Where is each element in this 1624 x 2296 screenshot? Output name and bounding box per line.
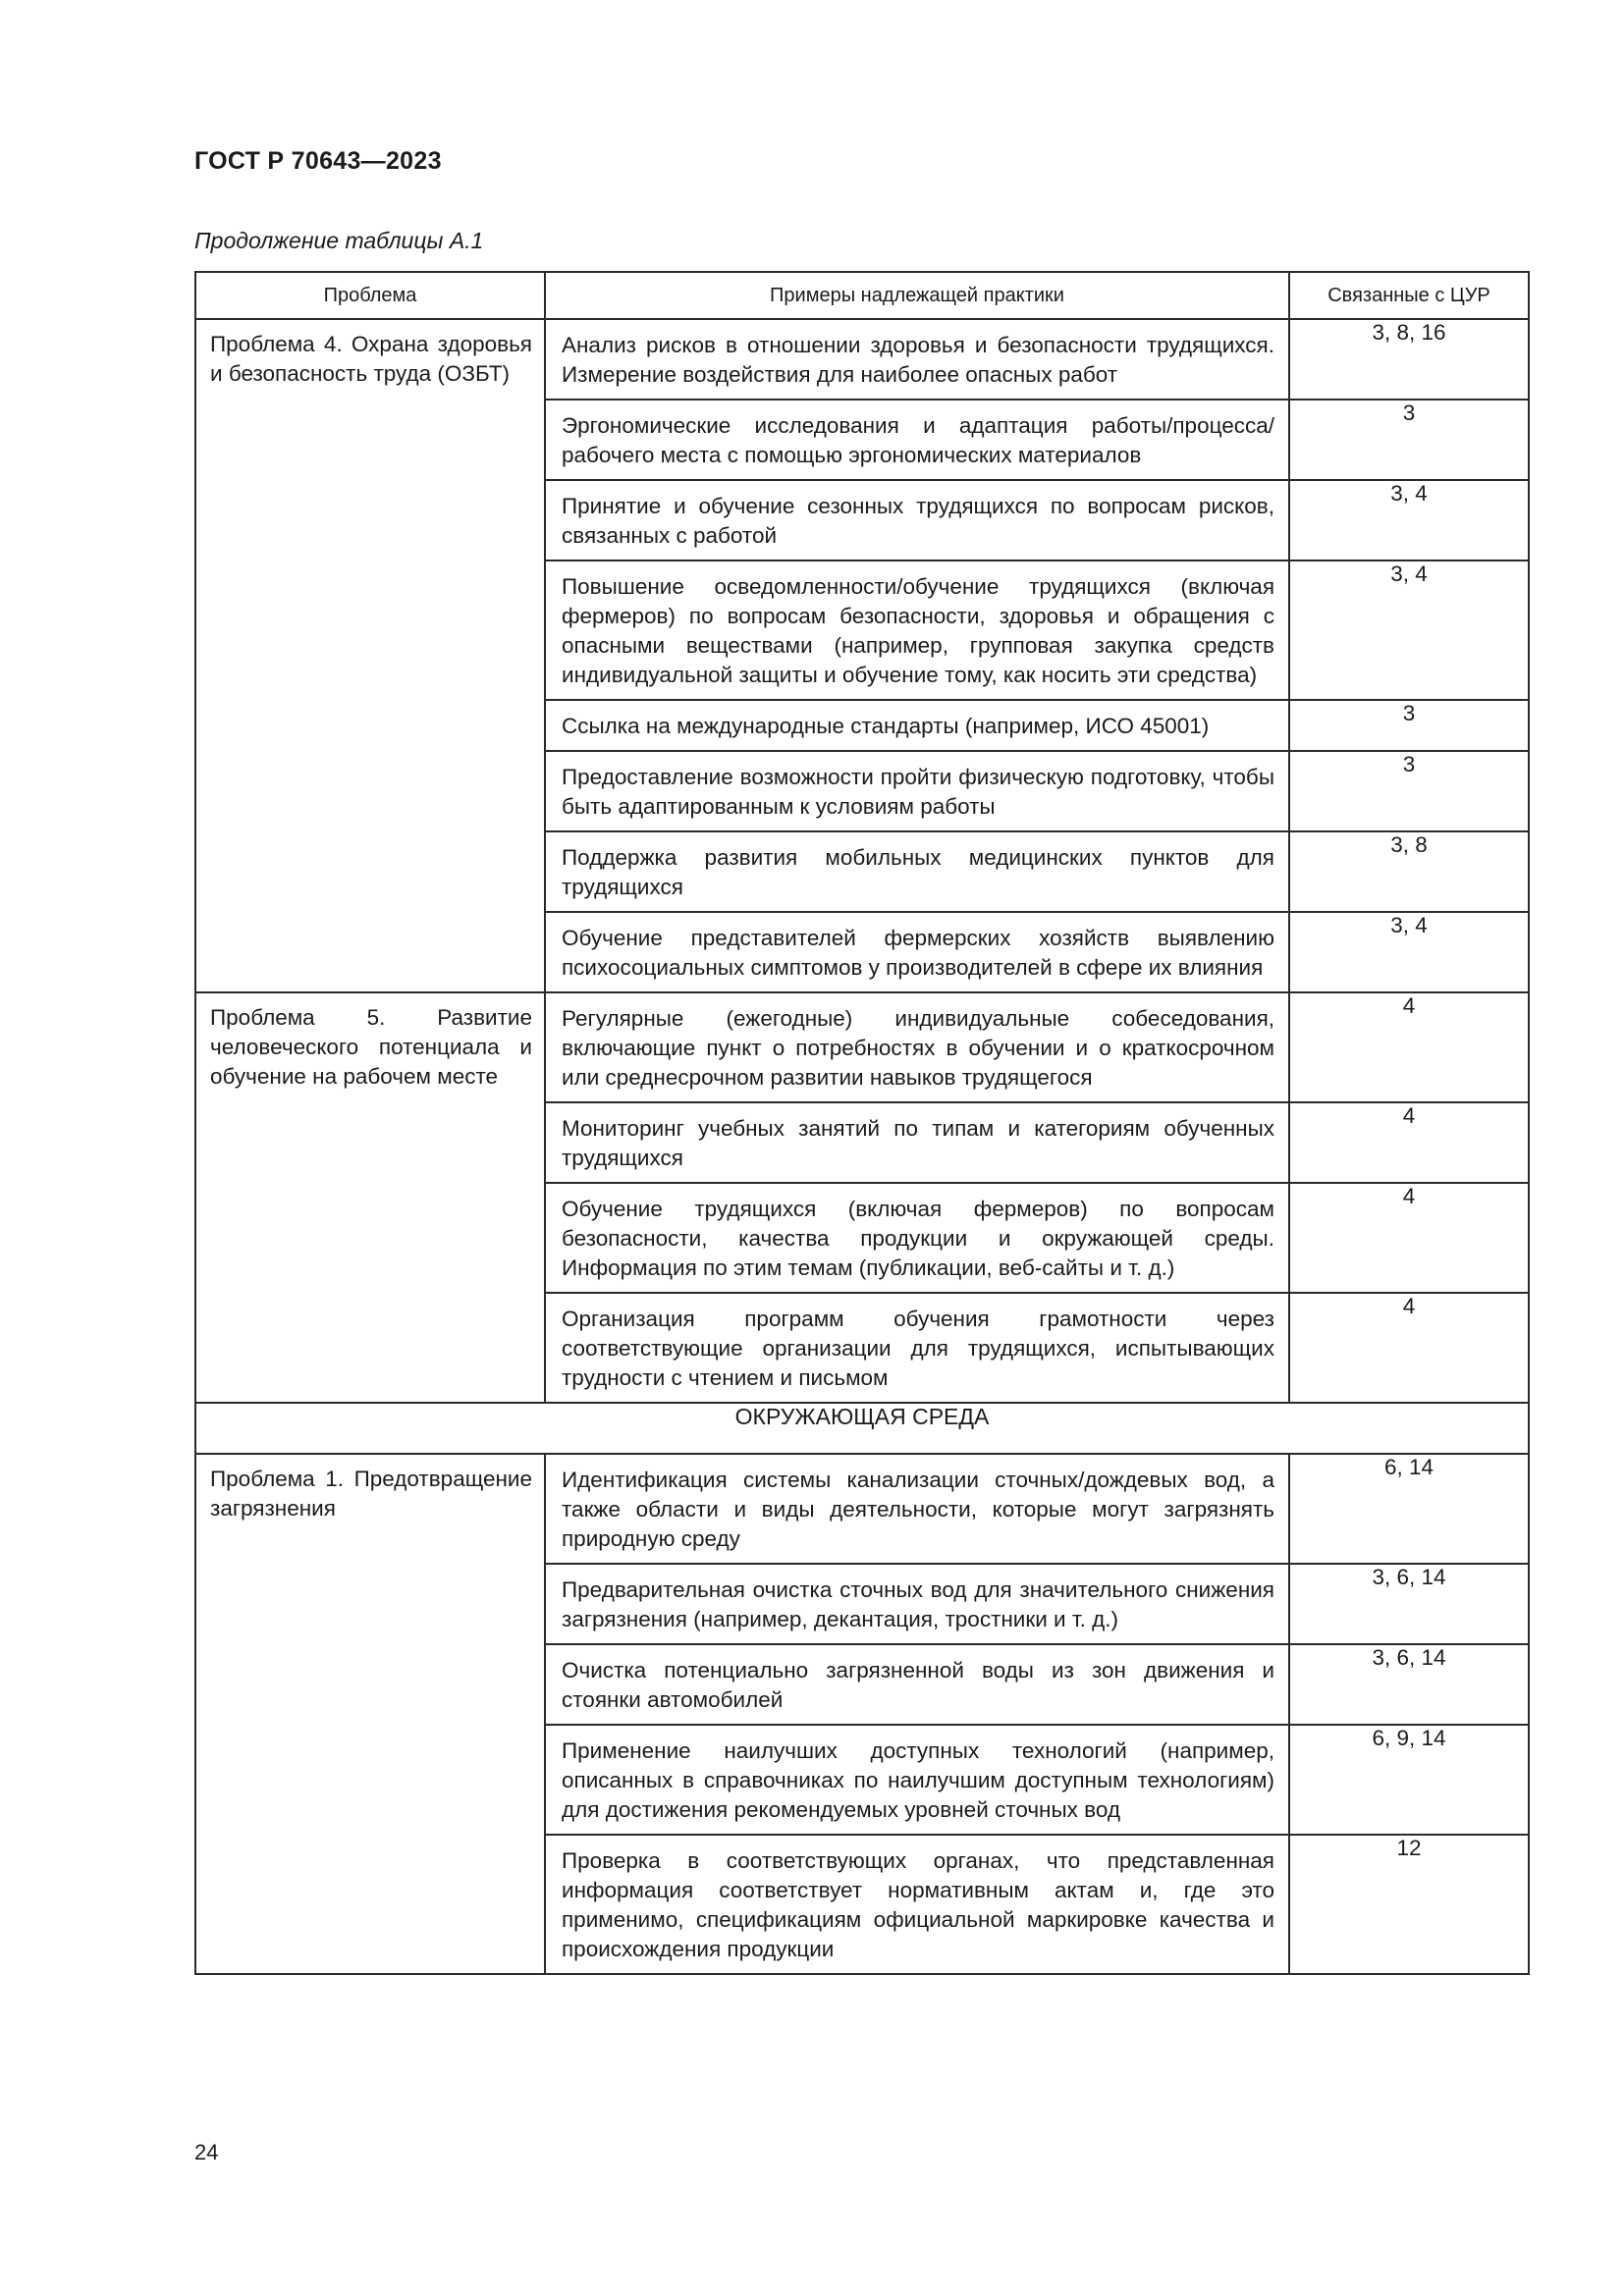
table-body bbox=[195, 319, 1529, 1974]
practice-cell: Поддержка развития мобильных медицинских пунктов для трудящихся bbox=[545, 831, 1289, 912]
sdg-cell: 3 bbox=[1289, 400, 1529, 480]
practice-cell: Мониторинг учебных занятий по типам и категориям обученных трудящихся bbox=[545, 1102, 1289, 1183]
table-row bbox=[195, 992, 1529, 1102]
practice-cell: Идентификация системы канализации сточных/дождевых вод, а также области и виды деятельности, которые могут загрязнять природную среду bbox=[545, 1454, 1289, 1564]
section-title: ОКРУЖАЮЩАЯ СРЕДА bbox=[195, 1403, 1529, 1454]
column-header-sdg: Связанные с ЦУР bbox=[1289, 272, 1529, 319]
sdg-cell: 4 bbox=[1289, 992, 1529, 1102]
page-number: 24 bbox=[194, 2140, 219, 2164]
table-header bbox=[195, 272, 1529, 319]
sdg-cell: 3 bbox=[1289, 700, 1529, 751]
practices-table bbox=[194, 271, 1530, 1975]
practice-cell: Предоставление возможности пройти физическую подготовку, чтобы быть адаптированным к условиям работы bbox=[545, 751, 1289, 831]
practice-cell: Повышение осведомленности/обучение трудящихся (включая фермеров) по вопросам безопасности, здоровья и обращения с опасными веществами (например, групповая закупка средств индивидуальной защиты и обучение тому, как носить эти средства) bbox=[545, 561, 1289, 700]
sdg-cell: 3, 8 bbox=[1289, 831, 1529, 912]
sdg-cell: 4 bbox=[1289, 1183, 1529, 1293]
practice-cell: Проверка в соответствующих органах, что представленная информация соответствует нормативным актам и, где это применимо, спецификациям официальной маркировке качества и происхождения продукции bbox=[545, 1835, 1289, 1974]
sdg-cell: 3, 6, 14 bbox=[1289, 1644, 1529, 1725]
practice-cell: Принятие и обучение сезонных трудящихся по вопросам рисков, связанных с работой bbox=[545, 480, 1289, 561]
practice-cell: Организация программ обучения грамотности через соответствующие организации для трудящихся, испытывающих трудности с чтением и письмом bbox=[545, 1293, 1289, 1403]
sdg-cell: 3 bbox=[1289, 751, 1529, 831]
sdg-cell: 6, 9, 14 bbox=[1289, 1725, 1529, 1835]
practice-cell: Применение наилучших доступных технологий (например, описанных в справочниках по наилучшим доступным технологиям) для достижения рекомендуемых уровней сточных вод bbox=[545, 1725, 1289, 1835]
document-header: ГОСТ Р 70643—2023 bbox=[194, 147, 442, 175]
practice-cell: Анализ рисков в отношении здоровья и безопасности трудящихся. Измерение воздействия для наиболее опасных работ bbox=[545, 319, 1289, 400]
table-row bbox=[195, 319, 1529, 400]
sdg-cell: 3, 4 bbox=[1289, 561, 1529, 700]
header-row bbox=[195, 272, 1529, 319]
practice-cell: Эргономические исследования и адаптация работы/процесса/рабочего места с помощью эргономических материалов bbox=[545, 400, 1289, 480]
sdg-cell: 3, 4 bbox=[1289, 912, 1529, 992]
problem-cell: Проблема 1. Предотвращение загрязнения bbox=[195, 1454, 545, 1974]
column-header-problem: Проблема bbox=[195, 272, 545, 319]
sdg-cell: 4 bbox=[1289, 1102, 1529, 1183]
sdg-cell: 6, 14 bbox=[1289, 1454, 1529, 1564]
practice-cell: Ссылка на международные стандарты (например, ИСО 45001) bbox=[545, 700, 1289, 751]
practice-cell: Предварительная очистка сточных вод для значительного снижения загрязнения (например, декантация, тростники и т. д.) bbox=[545, 1564, 1289, 1644]
column-header-practices: Примеры надлежащей практики bbox=[545, 272, 1289, 319]
section-row bbox=[195, 1403, 1529, 1454]
table-caption: Продолжение таблицы А.1 bbox=[194, 228, 484, 253]
table-row bbox=[195, 1454, 1529, 1564]
practice-cell: Регулярные (ежегодные) индивидуальные собеседования, включающие пункт о потребностях в обучении и о краткосрочном или среднесрочном развитии навыков трудящегося bbox=[545, 992, 1289, 1102]
sdg-cell: 3, 4 bbox=[1289, 480, 1529, 561]
sdg-cell: 4 bbox=[1289, 1293, 1529, 1403]
sdg-cell: 3, 6, 14 bbox=[1289, 1564, 1529, 1644]
practice-cell: Очистка потенциально загрязненной воды из зон движения и стоянки автомобилей bbox=[545, 1644, 1289, 1725]
sdg-cell: 3, 8, 16 bbox=[1289, 319, 1529, 400]
sdg-cell: 12 bbox=[1289, 1835, 1529, 1974]
practice-cell: Обучение трудящихся (включая фермеров) по вопросам безопасности, качества продукции и окружающей среды. Информация по этим темам (публикации, веб-сайты и т. д.) bbox=[545, 1183, 1289, 1293]
problem-cell: Проблема 4. Охрана здоровья и безопасность труда (ОЗБТ) bbox=[195, 319, 545, 992]
problem-cell: Проблема 5. Развитие человеческого потенциала и обучение на рабочем месте bbox=[195, 992, 545, 1403]
practice-cell: Обучение представителей фермерских хозяйств выявлению психосоциальных симптомов у производителей в сфере их влияния bbox=[545, 912, 1289, 992]
